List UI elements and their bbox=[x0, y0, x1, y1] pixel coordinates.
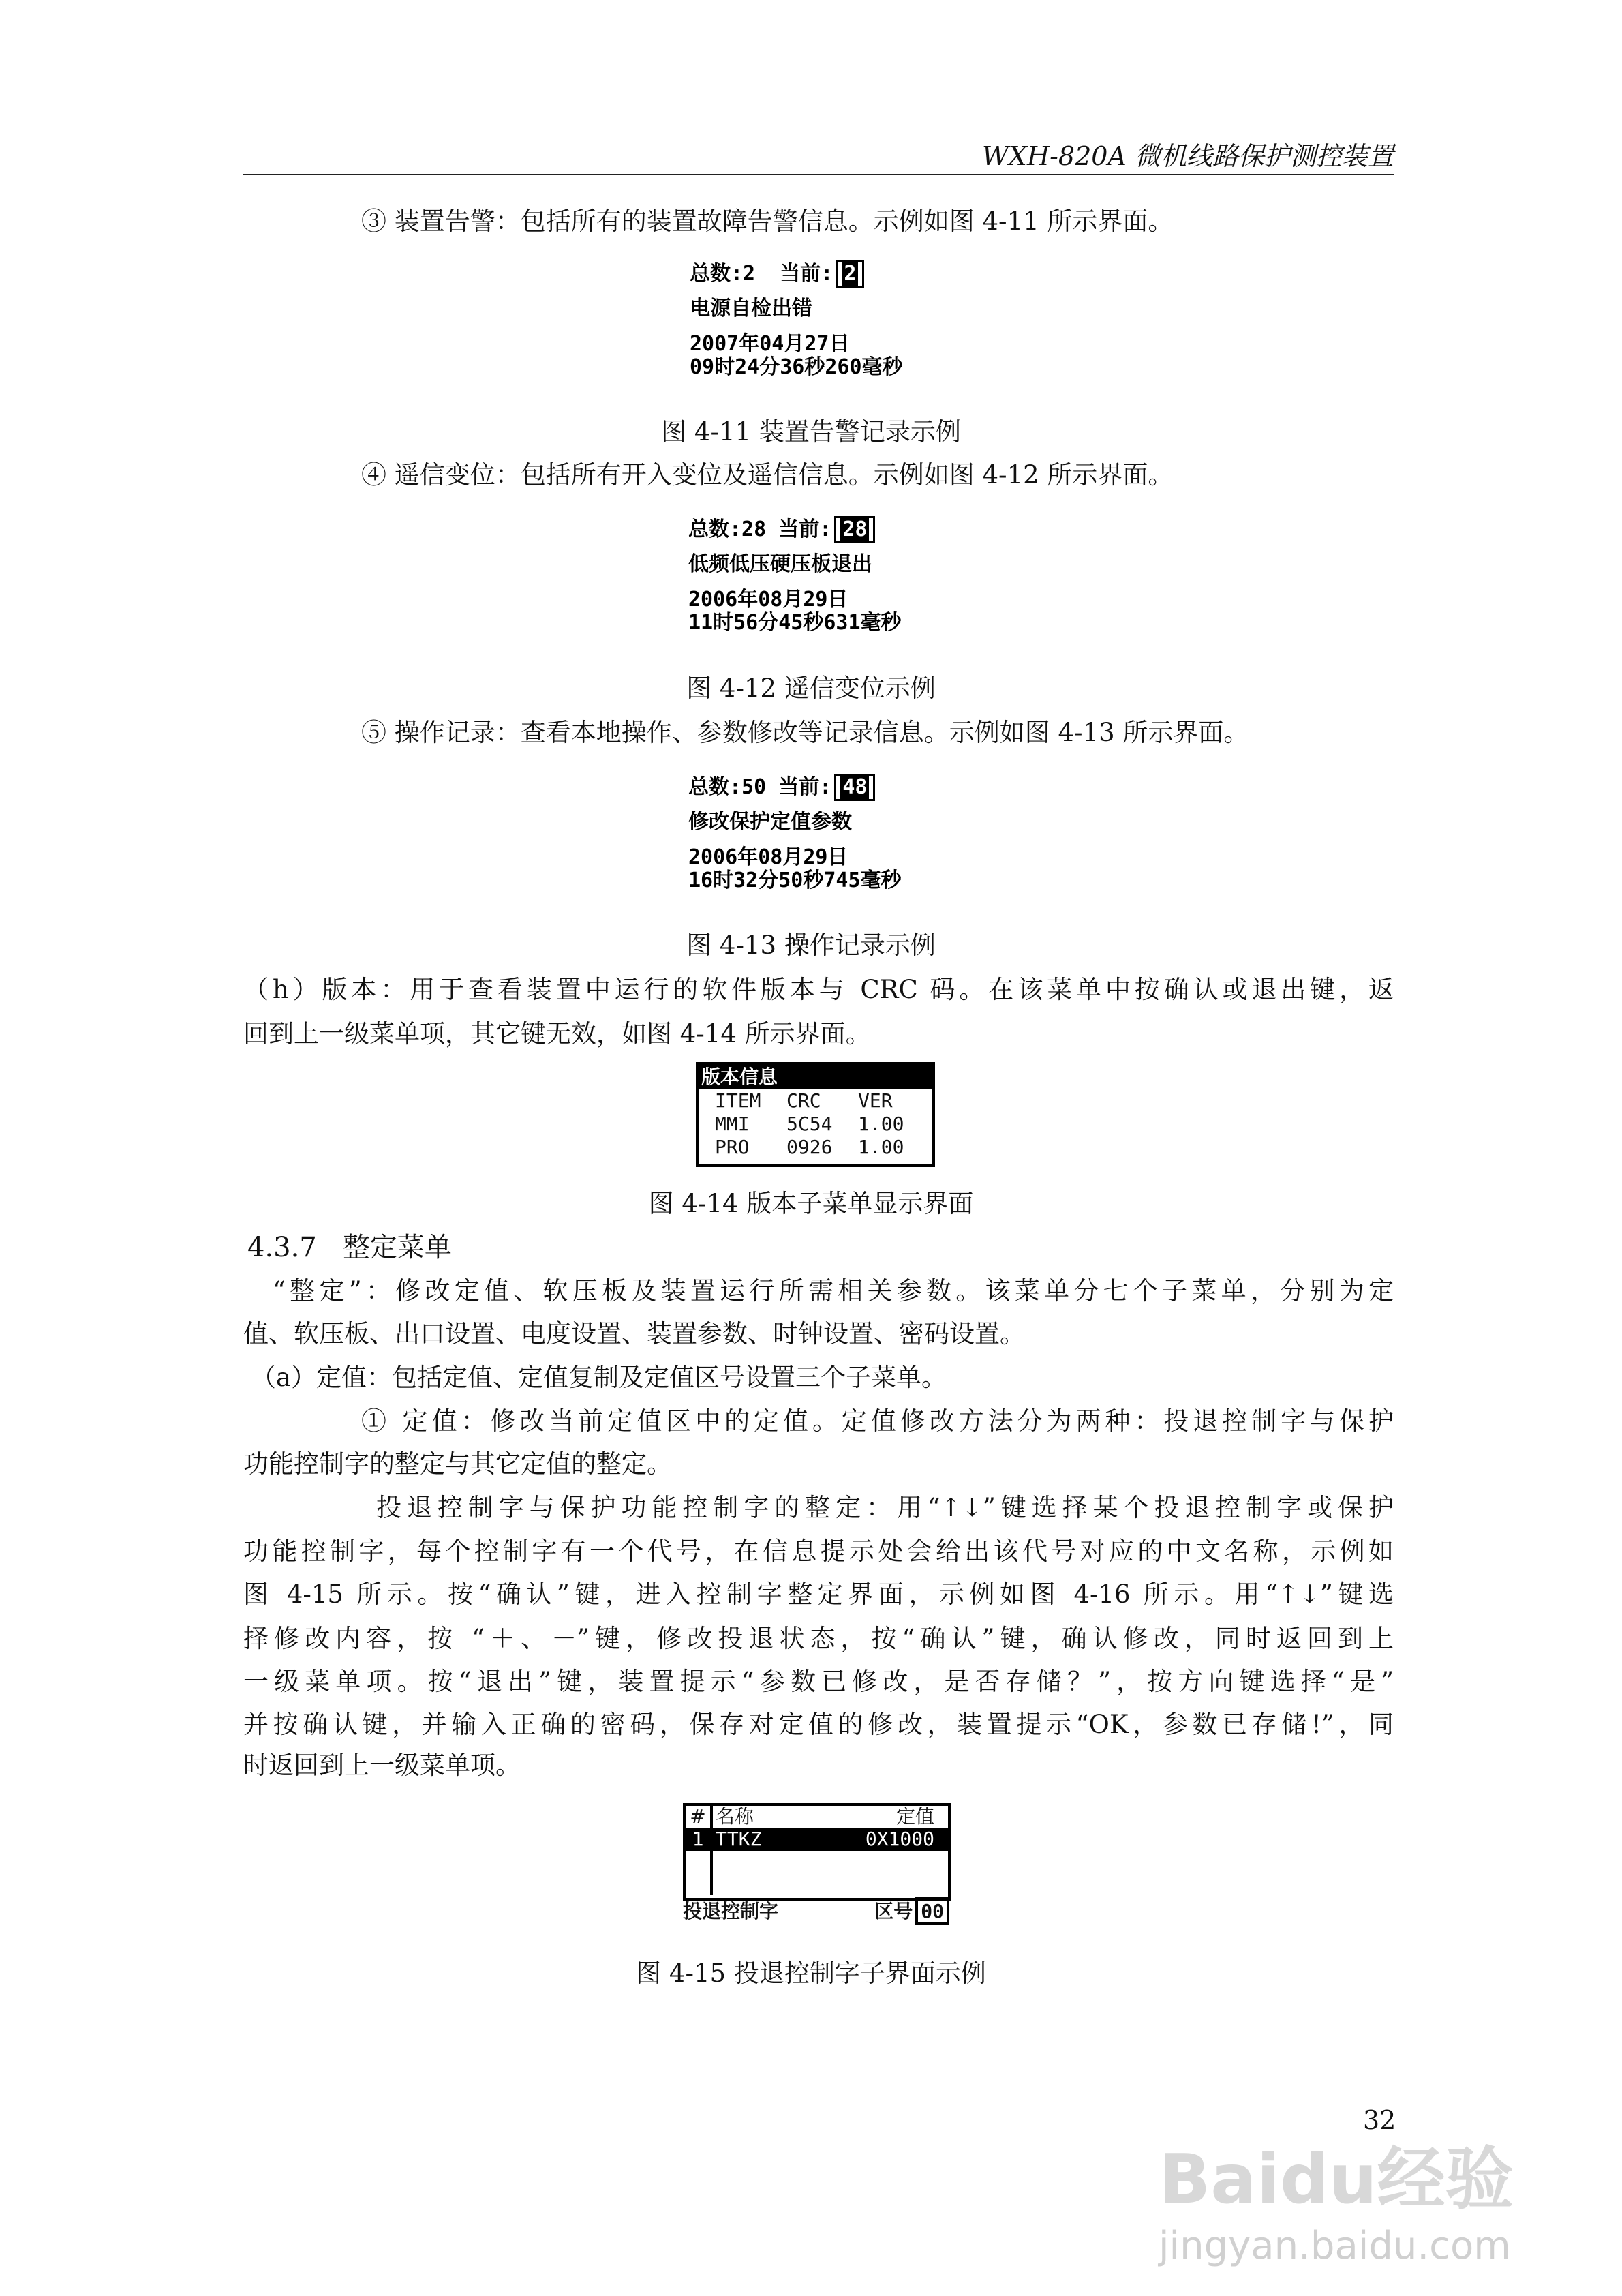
event-text: 电源自检出错 bbox=[690, 297, 812, 320]
current-label: 当前: bbox=[778, 517, 832, 541]
body-line: （a）定值：包括定值、定值复制及定值区号设置三个子菜单。 bbox=[251, 1363, 947, 1392]
header-cell: CRC bbox=[786, 1089, 821, 1112]
cell: 1.00 bbox=[858, 1136, 904, 1158]
version-row bbox=[699, 1113, 932, 1136]
figure-caption: 图 4-12 遥信变位示例 bbox=[686, 674, 936, 703]
setting-table-screen bbox=[683, 1803, 951, 1901]
item-remote-signal: ④ 遥信变位：包括所有开入变位及遥信信息。示例如图 4-12 所示界面。 bbox=[361, 460, 1174, 489]
zone-label: 区号 bbox=[874, 1900, 913, 1922]
header-divider bbox=[243, 174, 1394, 175]
lcd-figure-4-13 bbox=[688, 774, 902, 892]
setting-footer bbox=[683, 1899, 949, 1924]
figure-caption: 图 4-14 版本子菜单显示界面 bbox=[648, 1189, 974, 1218]
header-cell: # bbox=[686, 1806, 713, 1828]
current-label: 当前: bbox=[778, 775, 832, 799]
body-line: ① 定值：修改当前定值区中的定值。定值修改方法分为两种：投退控制字与保护 bbox=[361, 1406, 1394, 1436]
lcd-figure-4-11 bbox=[690, 260, 903, 379]
figure-caption: 图 4-11 装置告警记录示例 bbox=[661, 417, 961, 447]
body-line: “整定”：修改定值、软压板及装置运行所需相关参数。该菜单分七个子菜单，分别为定 bbox=[273, 1276, 1394, 1305]
body-line: 功能控制字，每个控制字有一个代号，在信息提示处会给出该代号对应的中文名称，示例如 bbox=[243, 1537, 1394, 1566]
page-number: 32 bbox=[1363, 2105, 1396, 2135]
body-line: 图 4-15 所示。按“确认”键，进入控制字整定界面，示例如图 4-16 所示。用“↑↓”键选 bbox=[243, 1580, 1394, 1609]
zone-value: 00 bbox=[915, 1897, 949, 1925]
body-line: 值、软压板、出口设置、电度设置、装置参数、时钟设置、密码设置。 bbox=[243, 1319, 1025, 1348]
item-device-alarm: ③ 装置告警：包括所有的装置故障告警信息。示例如图 4-11 所示界面。 bbox=[361, 207, 1174, 236]
cell: 0X1000 bbox=[865, 1828, 934, 1850]
body-line: 一级菜单项。按“退出”键，装置提示“参数已修改，是否存储？”，按方向键选择“是” bbox=[243, 1667, 1394, 1696]
version-paragraph-line: 回到上一级菜单项，其它键无效，如图 4-14 所示界面。 bbox=[243, 1019, 871, 1048]
body-line: 并按确认键，并输入正确的密码，保存对定值的修改，装置提示“OK，参数已存储!”，同 bbox=[243, 1710, 1394, 1739]
total-count: 总数:28 bbox=[688, 517, 767, 541]
figure-caption: 图 4-15 投退控制字子界面示例 bbox=[636, 1959, 986, 1988]
section-title: 整定菜单 bbox=[342, 1232, 452, 1263]
version-row bbox=[699, 1136, 932, 1159]
header-cell: 定值 bbox=[896, 1805, 934, 1828]
version-title: 版本信息 bbox=[699, 1065, 932, 1089]
lcd-figure-4-12 bbox=[688, 516, 902, 635]
cell: 1 bbox=[686, 1828, 713, 1851]
setting-header-row bbox=[686, 1806, 948, 1828]
cell: PRO bbox=[715, 1136, 750, 1158]
event-text: 低频低压硬压板退出 bbox=[688, 552, 872, 576]
version-header-row bbox=[699, 1089, 932, 1113]
document-header-title: WXH-820A 微机线路保护测控装置 bbox=[981, 141, 1394, 171]
watermark-url: jingyan.baidu.com bbox=[1159, 2224, 1511, 2268]
total-count: 总数:2 bbox=[690, 262, 756, 286]
current-index-box bbox=[836, 260, 864, 288]
event-date: 2007年04月27日 bbox=[690, 332, 850, 356]
cell: 1.00 bbox=[858, 1113, 904, 1135]
body-line: 功能控制字的整定与其它定值的整定。 bbox=[243, 1449, 672, 1479]
section-number: 4.3.7 bbox=[247, 1232, 317, 1263]
setting-empty-rows bbox=[686, 1851, 948, 1895]
setting-row-selected bbox=[686, 1828, 948, 1851]
event-time: 11时56分45秒631毫秒 bbox=[688, 611, 902, 635]
header-cell: ITEM bbox=[715, 1089, 761, 1112]
footer-label: 投退控制字 bbox=[683, 1900, 779, 1922]
body-line: 择修改内容，按 “＋、－”键，修改投退状态，按“确认”键，确认修改，同时返回到上 bbox=[243, 1624, 1394, 1653]
section-heading bbox=[247, 1231, 452, 1264]
cell: TTKZ bbox=[716, 1828, 762, 1850]
watermark-logo: Baidu经验 bbox=[1159, 2139, 1514, 2219]
cell: 0926 bbox=[786, 1136, 833, 1158]
current-index: 28 bbox=[840, 517, 869, 541]
body-line: 时返回到上一级菜单项。 bbox=[243, 1751, 521, 1780]
event-date: 2006年08月29日 bbox=[688, 588, 848, 611]
current-index-box bbox=[834, 516, 875, 543]
version-paragraph-line: （h）版本：用于查看装置中运行的软件版本与 CRC 码。在该菜单中按确认或退出键，返 bbox=[243, 975, 1394, 1004]
total-count: 总数:50 bbox=[688, 775, 767, 799]
cell: 5C54 bbox=[786, 1113, 833, 1135]
event-time: 09时24分36秒260毫秒 bbox=[690, 355, 903, 379]
cell: MMI bbox=[715, 1113, 750, 1135]
header-cell: 名称 bbox=[716, 1805, 754, 1828]
zone-indicator bbox=[874, 1899, 949, 1924]
version-info-screen bbox=[696, 1062, 935, 1167]
current-index-box bbox=[834, 774, 875, 801]
event-time: 16时32分50秒745毫秒 bbox=[688, 868, 902, 892]
header-cell: VER bbox=[858, 1089, 893, 1112]
figure-caption: 图 4-13 操作记录示例 bbox=[686, 931, 936, 960]
body-line: 投退控制字与保护功能控制字的整定：用“↑↓”键选择某个投退控制字或保护 bbox=[376, 1493, 1394, 1522]
current-label: 当前: bbox=[780, 262, 833, 286]
current-index: 48 bbox=[840, 775, 869, 799]
item-operation-log: ⑤ 操作记录：查看本地操作、参数修改等记录信息。示例如图 4-13 所示界面。 bbox=[361, 718, 1249, 747]
current-index: 2 bbox=[842, 262, 858, 286]
event-date: 2006年08月29日 bbox=[688, 845, 848, 869]
event-text: 修改保护定值参数 bbox=[688, 810, 852, 834]
